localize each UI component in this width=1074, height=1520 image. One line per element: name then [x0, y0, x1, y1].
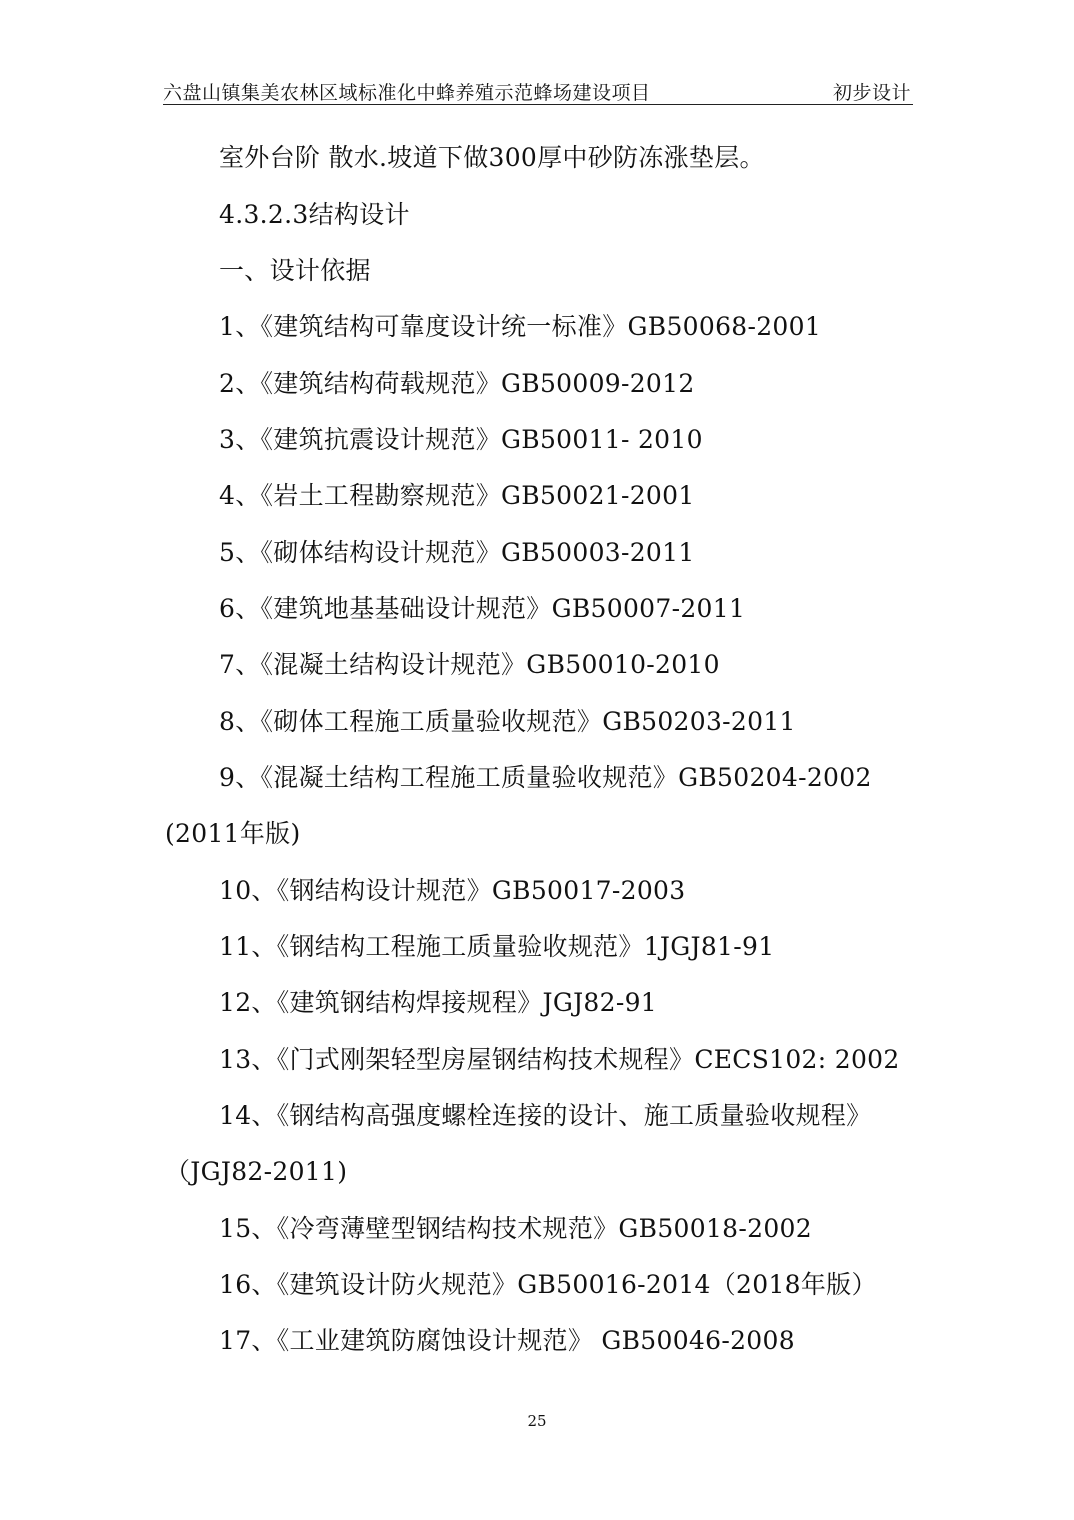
paragraph-line: 室外台阶 散水.坡道下做300厚中砂防冻涨垫层。 — [219, 143, 765, 172]
section-heading: 4.3.2.3结构设计 — [219, 200, 410, 229]
list-item: 17、《工业建筑防腐蚀设计规范》 GB50046-2008 — [219, 1326, 795, 1355]
list-item-continuation: (2011年版) — [165, 819, 301, 848]
list-item: 12、《建筑钢结构焊接规程》JGJ82-91 — [219, 988, 657, 1017]
list-item: 11、《钢结构工程施工质量验收规范》1JGJ81-91 — [219, 932, 775, 961]
page-header — [163, 74, 913, 105]
list-item: 15、《冷弯薄壁型钢结构技术规范》GB50018-2002 — [219, 1214, 812, 1243]
list-item: 16、《建筑设计防火规范》GB50016-2014（2018年版） — [219, 1270, 877, 1299]
list-item: 9、《混凝土结构工程施工质量验收规范》GB50204-2002 — [219, 763, 872, 792]
list-item: 3、《建筑抗震设计规范》GB50011- 2010 — [219, 425, 703, 454]
list-item: 7、《混凝土结构设计规范》GB50010-2010 — [219, 650, 720, 679]
list-item: 6、《建筑地基基础设计规范》GB50007-2011 — [219, 594, 746, 623]
document-title: 六盘山镇集美农林区域标准化中蜂养殖示范蜂场建设项目 — [163, 82, 651, 104]
list-item: 2、《建筑结构荷载规范》GB50009-2012 — [219, 369, 695, 398]
section-label: 初步设计 — [832, 82, 911, 104]
list-item: 5、《砌体结构设计规范》GB50003-2011 — [219, 538, 695, 567]
list-item-continuation: （JGJ82-2011) — [165, 1157, 348, 1186]
list-item: 4、《岩土工程勘察规范》GB50021-2001 — [219, 481, 695, 510]
list-item: 14、《钢结构高强度螺栓连接的设计、施工质量验收规程》 — [219, 1101, 872, 1130]
list-item: 13、《门式刚架轻型房屋钢结构技术规程》CECS102: 2002 — [219, 1045, 900, 1074]
list-item: 8、《砌体工程施工质量验收规范》GB50203-2011 — [219, 707, 796, 736]
page-number: 25 — [527, 1412, 547, 1430]
list-item: 1、《建筑结构可靠度设计统一标准》GB50068-2001 — [219, 312, 822, 341]
list-item: 10、《钢结构设计规范》GB50017-2003 — [219, 876, 686, 905]
subsection-heading: 一、设计依据 — [219, 256, 371, 285]
